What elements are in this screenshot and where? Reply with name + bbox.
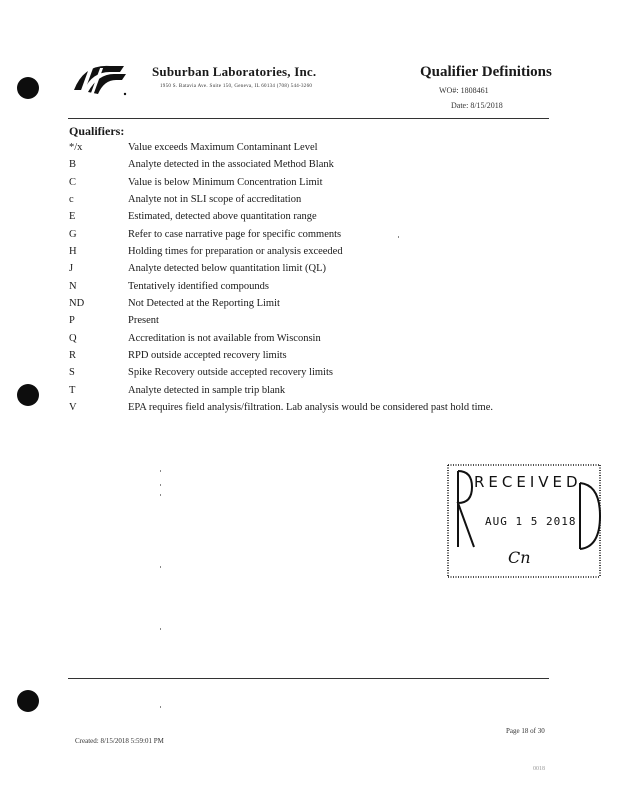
binder-hole <box>17 384 39 406</box>
qualifier-description: Accreditation is not available from Wisconsin <box>128 332 321 344</box>
header-divider <box>68 118 549 119</box>
stamp-initials: Cn <box>508 548 531 567</box>
qualifier-description: Present <box>128 315 159 327</box>
section-heading: Qualifiers: <box>69 124 125 138</box>
qualifier-row <box>69 295 549 312</box>
scan-speck <box>160 628 161 630</box>
qualifier-description: Holding times for preparation or analysis exceeded <box>128 245 343 257</box>
stamp-date: AUG 1 5 2018 <box>485 515 577 528</box>
qualifier-row <box>69 191 549 208</box>
page-number: Page 18 of 30 <box>506 727 545 735</box>
qualifier-row <box>69 260 549 277</box>
qualifier-row <box>69 399 549 416</box>
qualifier-row <box>69 139 549 156</box>
scan-mark: 0018 <box>533 766 545 772</box>
qualifier-code: R <box>69 349 77 361</box>
qualifier-code: ND <box>69 297 85 309</box>
work-order-value: 1808461 <box>460 86 489 95</box>
qualifier-description: Analyte detected in sample trip blank <box>128 384 286 396</box>
qualifier-description: Value exceeds Maximum Contaminant Level <box>128 142 318 153</box>
qualifier-row <box>69 364 549 381</box>
qualifier-code: H <box>69 245 77 257</box>
qualifier-code: Q <box>69 332 77 344</box>
qualifier-row <box>69 347 549 364</box>
binder-hole <box>17 77 39 99</box>
received-stamp <box>446 463 602 579</box>
qualifier-code: V <box>69 401 77 413</box>
qualifier-description: RPD outside accepted recovery limits <box>128 349 287 361</box>
qualifier-code: */x <box>69 142 83 153</box>
report-title: Qualifier Definitions <box>420 64 552 80</box>
report-date-label: Date: <box>451 101 469 110</box>
stamp-received-word: RECEIVED <box>474 473 582 491</box>
qualifier-row <box>69 226 549 243</box>
scan-speck <box>160 566 161 568</box>
qualifier-row <box>69 156 549 173</box>
qualifier-row <box>69 278 549 295</box>
scan-speck <box>160 706 161 708</box>
scan-speck <box>160 494 161 496</box>
work-order-label: WO#: <box>439 86 459 95</box>
qualifier-code: B <box>69 159 77 171</box>
qualifier-row <box>69 174 549 191</box>
qualifier-code: G <box>69 228 77 240</box>
qualifier-description: Analyte not in SLI scope of accreditation <box>128 193 302 205</box>
qualifier-description: Analyte detected in the associated Method Blank <box>128 159 334 171</box>
qualifier-row <box>69 312 549 329</box>
work-order <box>439 86 489 95</box>
qualifier-code: C <box>69 176 77 188</box>
qualifier-description: Spike Recovery outside accepted recovery limits <box>128 367 333 379</box>
qualifier-description: Estimated, detected above quantitation range <box>128 211 317 223</box>
report-date-value: 8/15/2018 <box>470 101 503 110</box>
qualifier-code: S <box>69 367 75 379</box>
qualifier-row <box>69 243 549 260</box>
qualifier-row <box>69 208 549 225</box>
scan-speck <box>398 236 399 238</box>
binder-hole <box>17 690 39 712</box>
qualifier-code: N <box>69 280 77 292</box>
qualifier-description: Not Detected at the Reporting Limit <box>128 297 280 309</box>
qualifier-description: Tentatively identified compounds <box>128 280 269 292</box>
company-logo-icon <box>70 60 130 100</box>
qualifier-code: c <box>69 193 74 205</box>
created-timestamp: Created: 8/15/2018 5:59:01 PM <box>75 737 164 745</box>
report-date <box>451 101 503 110</box>
footer-divider <box>68 678 549 679</box>
company-name: Suburban Laboratories, Inc. <box>152 64 317 79</box>
company-address: 1950 S. Batavia Ave. Suite 150, Geneva, IL 60134 (708) 544-3260 <box>160 84 313 89</box>
qualifier-description: Value is below Minimum Concentration Limit <box>128 176 323 188</box>
qualifier-code: E <box>69 211 76 223</box>
qualifier-description: EPA requires field analysis/filtration. Lab analysis would be considered past hold time. <box>128 401 493 413</box>
qualifier-code: P <box>69 315 75 327</box>
qualifier-row <box>69 330 549 347</box>
qualifier-list <box>69 139 549 416</box>
scan-speck <box>160 470 161 472</box>
qualifier-description: Analyte detected below quantitation limit (QL) <box>128 263 326 275</box>
qualifier-description: Refer to case narrative page for specific comments <box>128 228 342 240</box>
qualifier-code: J <box>69 263 74 275</box>
qualifier-row <box>69 382 549 399</box>
scan-speck <box>160 484 161 486</box>
qualifier-code: T <box>69 384 76 396</box>
